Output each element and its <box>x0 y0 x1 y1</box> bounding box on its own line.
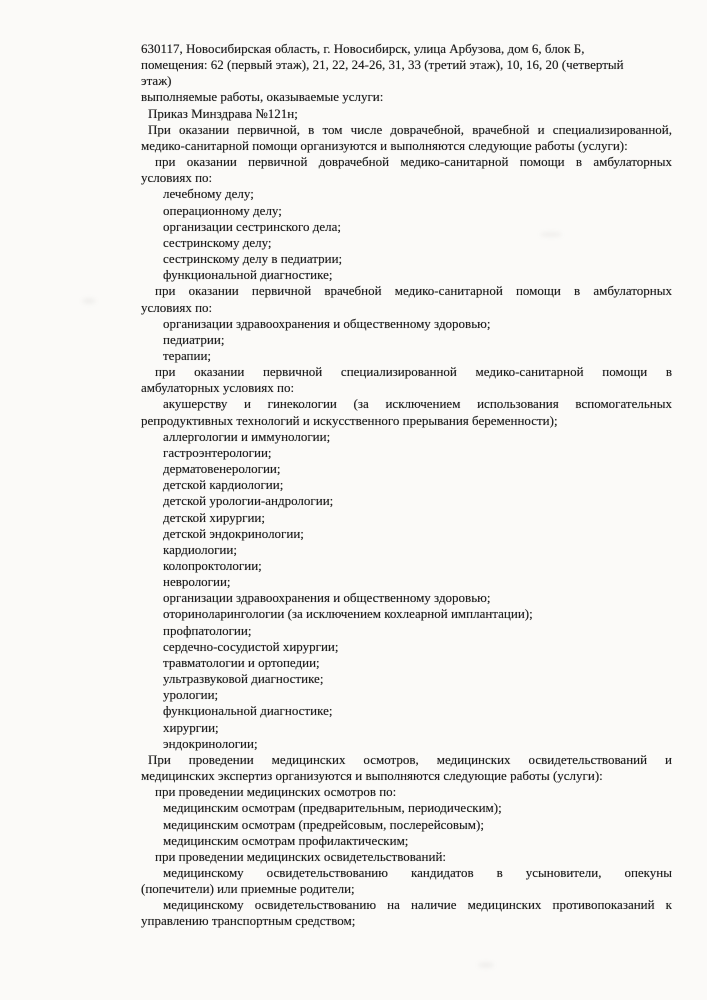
document-line: при оказании первичной специализированной медико-санитарной помощи в <box>155 364 672 380</box>
document-line: колопроктологии; <box>163 558 262 573</box>
document-line: организации сестринского дела; <box>163 218 342 234</box>
document-line: медицинских экспертиз организуются и выполняются следующие работы (услуги): <box>141 768 603 784</box>
document-line: медицинским осмотрам (предрейсовым, послерейсовым); <box>163 816 484 832</box>
document-line: терапии; <box>163 347 212 363</box>
document-line: Приказ Минздрава №121н; <box>148 105 298 121</box>
document-line: хирургии; <box>163 719 219 735</box>
document-line: оториноларингологии (за исключением кохлеарной имплантации); <box>163 606 533 622</box>
document-line: аллергологии и иммунологии; <box>163 428 331 444</box>
document-line: ультразвуковой диагностике; <box>163 671 324 687</box>
document-line: детской кардиологии; <box>163 477 284 493</box>
document-line: медицинским осмотрам профилактическим; <box>163 832 409 848</box>
document-line: условиях по: <box>141 299 213 315</box>
document-line: при проведении медицинских осмотров по: <box>155 784 397 800</box>
document-line: репродуктивных технологий и искусственного прерывания беременности); <box>141 412 558 428</box>
document-line: урологии; <box>163 687 219 703</box>
document-line: акушерству и гинекологии (за исключением использования вспомогательных <box>163 396 672 412</box>
document-line: амбулаторных условиях по: <box>141 380 295 396</box>
document-line: организации здравоохранения и общественному здоровью; <box>163 590 491 606</box>
document-line: функциональной диагностике; <box>163 703 333 719</box>
document-line: организации здравоохранения и общественному здоровью; <box>163 315 491 331</box>
document-line: профпатологии; <box>163 622 252 638</box>
document-line: неврологии; <box>163 574 231 590</box>
document-text <box>141 41 672 930</box>
document-line: управлению транспортным средством; <box>141 913 356 929</box>
document-line: этаж) <box>141 73 172 89</box>
document-line: лечебному делу; <box>163 186 254 202</box>
document-line: помещения: 62 (первый этаж), 21, 22, 24-26, 31, 33 (третий этаж), 10, 16, 20 (четвертый <box>141 57 624 73</box>
document-line: детской урологии-андрологии; <box>163 493 334 509</box>
document-line: кардиологии; <box>163 541 237 557</box>
document-line: гастроэнтерологии; <box>163 444 272 460</box>
document-line: детской хирургии; <box>163 509 266 525</box>
document-line: При оказании первичной, в том числе доврачебной, врачебной и специализированной, <box>148 121 672 137</box>
document-line: сестринскому делу; <box>163 234 272 250</box>
document-line: при оказании первичной доврачебной медико-санитарной помощи в амбулаторных <box>155 154 672 170</box>
document-line: 630117, Новосибирская область, г. Новосибирск, улица Арбузова, дом 6, блок Б, <box>141 41 585 56</box>
document-line: функциональной диагностике; <box>163 267 333 283</box>
document-line: медицинскому освидетельствованию кандидатов в усыновители, опекуны <box>163 864 672 880</box>
document-line: медицинскому освидетельствованию на наличие медицинских противопоказаний к <box>163 897 672 913</box>
document-line: эндокринологии; <box>163 735 258 751</box>
document-line: медико-санитарной помощи организуются и выполняются следующие работы (услуги): <box>141 137 628 153</box>
document-line: детской эндокринологии; <box>163 525 304 541</box>
document-line: дерматовенерологии; <box>163 461 281 477</box>
document-line: сердечно-сосудистой хирургии; <box>163 638 339 654</box>
document-line: травматологии и ортопедии; <box>163 654 320 670</box>
document-line: выполняемые работы, оказываемые услуги: <box>141 89 384 105</box>
document-line: сестринскому делу в педиатрии; <box>163 251 343 267</box>
document-line: медицинским осмотрам (предварительным, периодическим); <box>163 800 502 816</box>
document-line: при проведении медицинских освидетельствований: <box>155 848 447 864</box>
document-line: При проведении медицинских осмотров, медицинских освидетельствований и <box>148 751 672 767</box>
scan-smudge <box>82 298 96 304</box>
document-line: операционному делу; <box>163 202 282 218</box>
document-line: (попечители) или приемные родители; <box>141 881 355 897</box>
document-line: педиатрии; <box>163 331 225 347</box>
document-line: при оказании первичной врачебной медико-санитарной помощи в амбулаторных <box>155 283 672 299</box>
document-line: условиях по: <box>141 170 213 186</box>
scan-smudge <box>478 962 494 968</box>
